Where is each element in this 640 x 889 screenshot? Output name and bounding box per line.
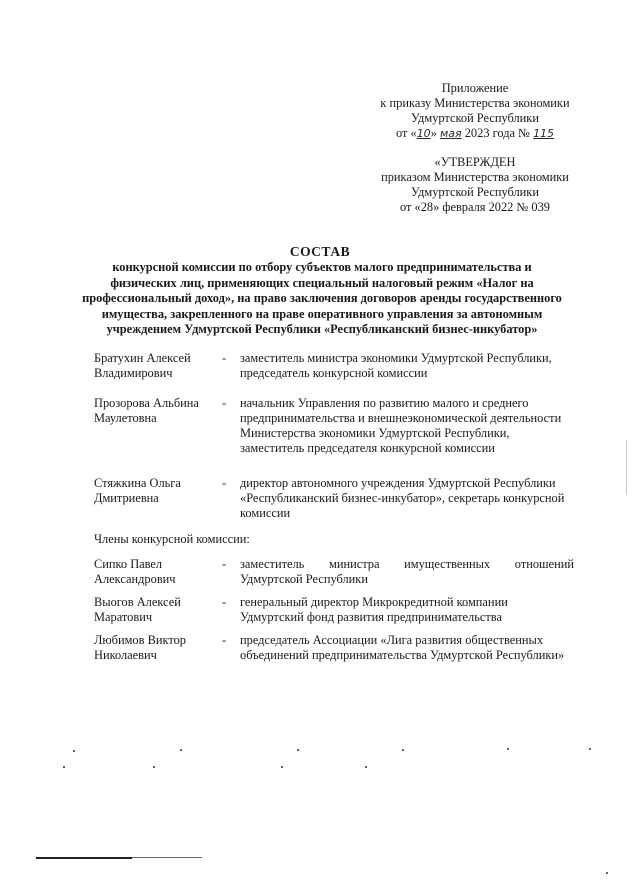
member-role: заместитель министра экономики Удмуртской Республики, председатель конкурсной комиссии [240, 351, 552, 380]
member-dash: - [222, 595, 227, 609]
appendix-date-line [360, 126, 590, 141]
handwritten-month: мая [439, 127, 462, 140]
handwritten-day: 10 [416, 127, 431, 140]
member-row [94, 557, 574, 595]
date-year: 2023 года № [461, 126, 534, 140]
member-role: генеральный директор Микрокредитной компании Удмуртский фонд развития предпринимательства [240, 595, 508, 624]
member-row [94, 633, 574, 663]
member-name: Выогов Алексей Маратович [94, 595, 181, 624]
appendix-order-ref: к приказу Министерства экономики [380, 96, 570, 110]
member-dash: - [222, 351, 227, 365]
member-dash: - [222, 396, 227, 410]
member-name: Сипко Павел Александрович [94, 557, 176, 586]
member-dash: - [222, 476, 227, 490]
appendix-block [360, 81, 590, 141]
member-row [94, 476, 574, 521]
document-subtitle: конкурсной комиссии по отбору субъектов малого предпринимательства и физических лиц, применяющих специальный налоговый режим «Налог на профессиональный доход», на право заключения договоров аренды государственного имущества, закрепленного на праве оперативного управления за автономным учреждением Удмуртской Республики «Республиканский бизнес-инкубатор» [82, 260, 562, 336]
leadership-list [94, 351, 574, 521]
member-dash: - [222, 633, 227, 647]
bottom-rule-faint [132, 857, 202, 858]
scan-edge-mark [626, 440, 627, 495]
member-dash: - [222, 557, 227, 571]
member-row [94, 595, 574, 633]
member-name: Братухин Алексей Владимирович [94, 351, 191, 380]
member-role: председатель Ассоциации «Лига развития общественных объединений предпринимательства Удмуртской Республики» [240, 633, 565, 662]
appendix-region: Удмуртской Республики [411, 111, 539, 125]
approved-title: «УТВЕРЖДЕН [434, 155, 516, 169]
approved-region: Удмуртской Республики [411, 185, 539, 199]
member-role: начальник Управления по развитию малого и среднего предпринимательства и внешнеэкономической деятельности Министерства экономики Удмуртской Республики, заместитель председателя конкурсной комиссии [240, 396, 562, 455]
date-mid: » [430, 126, 440, 140]
members-section-label: Члены конкурсной комиссии: [94, 532, 250, 546]
appendix-title: Приложение [441, 81, 509, 95]
member-name: Стяжкина Ольга Дмитриевна [94, 476, 181, 505]
approved-date: от «28» февраля 2022 № 039 [400, 200, 550, 214]
document-title: СОСТАВ [289, 244, 351, 259]
member-row [94, 351, 574, 396]
date-prefix: от « [395, 126, 417, 140]
approved-by: приказом Министерства экономики [381, 170, 569, 184]
member-row [94, 396, 574, 476]
member-role: директор автономного учреждения Удмуртской Республики «Республиканский бизнес-инкубатор», секретарь конкурсной комиссии [240, 476, 565, 520]
handwritten-number: 115 [533, 127, 555, 140]
approved-block [356, 155, 594, 215]
bottom-rule [36, 857, 132, 859]
member-name: Любимов Виктор Николаевич [94, 633, 186, 662]
members-list [94, 557, 574, 663]
member-name: Прозорова Альбина Маулетовна [94, 396, 199, 425]
member-role: заместитель министра имущественных отношений Удмуртской Республики [240, 557, 574, 586]
